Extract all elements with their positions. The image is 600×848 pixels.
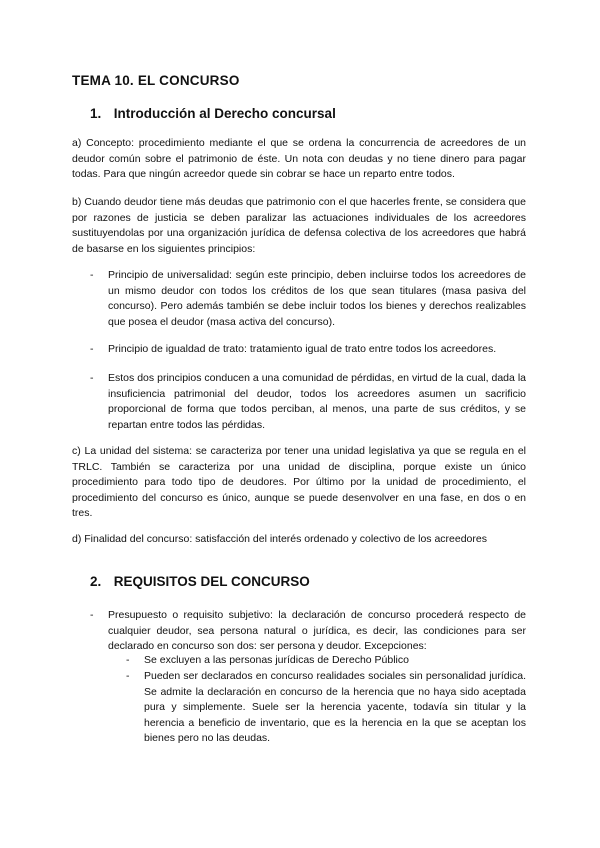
list-item (90, 371, 526, 433)
bullet-dash: - (90, 372, 94, 384)
list-item (90, 608, 526, 655)
list-item-text: Estos dos principios conducen a una comunidad de pérdidas, en virtud de la cual, dada la insuficiencia patrimonial del deudor, todos los acreedores asumen un sacrificio proporcional de forma que todos perciban, al menos, una parte de sus créditos, y se repartan entre todos las pérdidas. (108, 372, 526, 431)
sub-list-item (126, 669, 526, 747)
sub-list-item (126, 653, 526, 669)
list-item-text: Principio de igualdad de trato: tratamiento igual de trato entre todos los acreedores. (108, 343, 497, 355)
paragraph-d: d) Finalidad del concurso: satisfacción del interés ordenado y colectivo de los acreedores (72, 533, 487, 545)
section-number: 1. (90, 106, 102, 121)
sub-list-item-text: Se excluyen a las personas jurídicas de Derecho Público (144, 654, 409, 666)
bullet-dash: - (90, 609, 94, 621)
section-heading-2 (90, 574, 310, 589)
document-title: TEMA 10. EL CONCURSO (72, 73, 240, 88)
bullet-dash: - (126, 654, 130, 666)
list-item-text: Principio de universalidad: según este principio, deben incluirse todos los acreedores de un mismo deudor con todos los créditos de los que sean titulares (masa pasiva del concurso). Pero además también se debe incluir todos los bienes y derechos realizables que posea el deudor (masa activa del concurso). (108, 269, 526, 328)
section-title: Introducción al Derecho concursal (113, 106, 336, 121)
bullet-dash: - (126, 670, 130, 682)
list-item-text: Presupuesto o requisito subjetivo: la declaración de concurso procederá respecto de cualquier deudor, sea persona natural o jurídica, es decir, las condiciones para ser declarado en concurso son dos: ser persona y deudor. Excepciones: (108, 609, 526, 652)
section-heading-1 (90, 106, 336, 121)
list-item (90, 268, 526, 330)
bullet-dash: - (90, 343, 94, 355)
section-number: 2. (90, 574, 102, 589)
sub-list-item-text: Pueden ser declarados en concurso realidades sociales sin personalidad jurídica. Se admite la declaración en concurso de la herencia que no haya sido aceptada pura y simplemente. Suele ser la herencia yacente, todavía sin titular y la herencia a beneficio de inventario, que es la herencia en la que se aceptan los bienes pero no las deudas. (144, 670, 526, 744)
bullet-dash: - (90, 269, 94, 281)
section-title: REQUISITOS DEL CONCURSO (113, 574, 310, 589)
paragraph-b: b) Cuando deudor tiene más deudas que patrimonio con el que hacerles frente, se considera que por razones de justicia se deben paralizar las actuaciones individuales de los acreedores sustituyendolas por una organización jurídica de defensa colectiva de los acreedores que habrá de basarse en los siguientes principios: (72, 196, 526, 255)
paragraph-a: a) Concepto: procedimiento mediante el que se ordena la concurrencia de acreedores de un deudor común sobre el patrimonio de éste. Un nota con deudas y no tiene dinero para pagar todas. Para que ningún acreedor quede sin cobrar se hace un reparto entre todos. (72, 137, 526, 180)
list-item (90, 342, 526, 358)
paragraph-c: c) La unidad del sistema: se caracteriza por tener una unidad legislativa ya que se regula en el TRLC. También se caracteriza por una unidad de disciplina, porque existe un único procedimiento para todo tipo de deudores. Por último por la unidad de procedimiento, el procedimiento del concurso es único, aunque se puede desenvolver en una fase, en dos o en tres. (72, 445, 526, 519)
